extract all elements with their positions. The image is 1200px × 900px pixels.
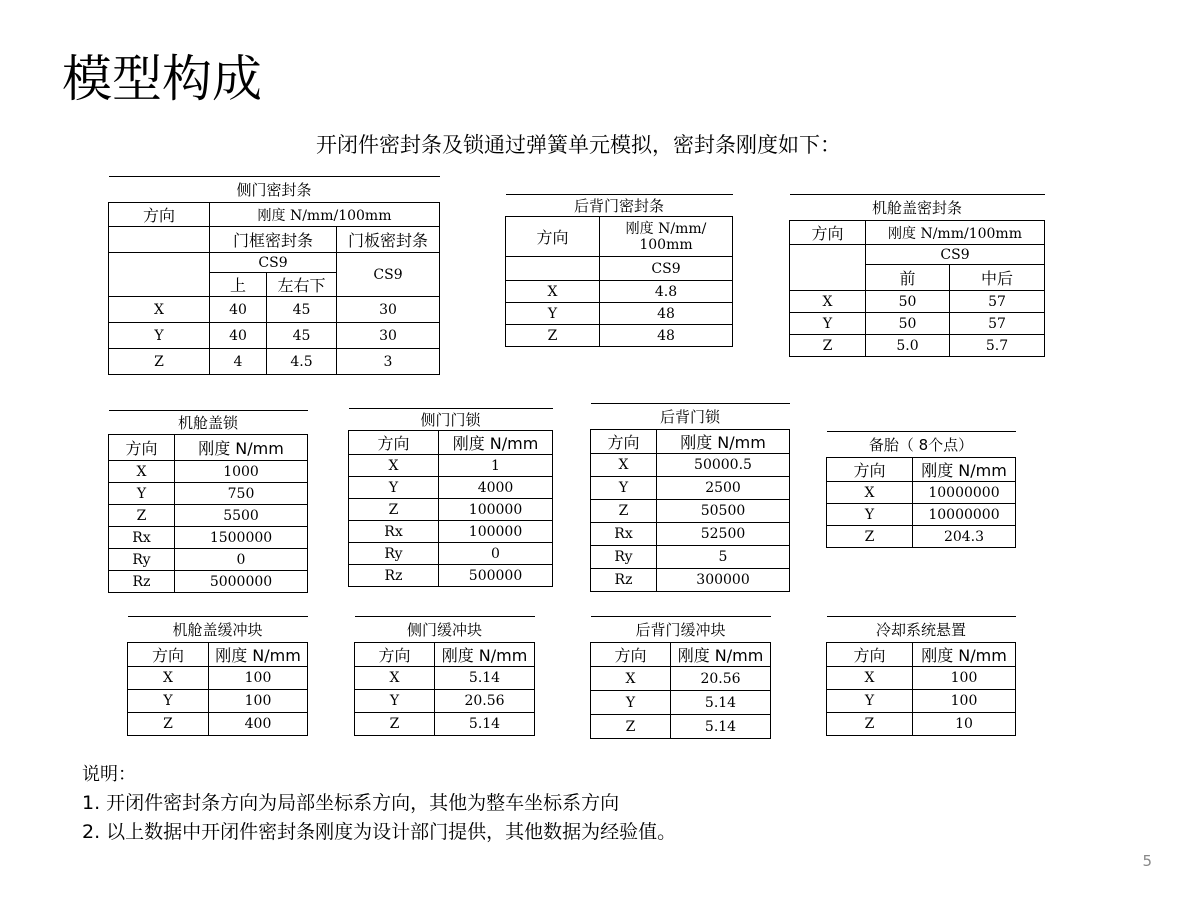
dir-header: 方向 bbox=[591, 643, 671, 667]
stiffness-header: 刚度 N/mm bbox=[435, 643, 535, 667]
table-row bbox=[109, 527, 308, 549]
table-cell: 1 bbox=[439, 455, 553, 477]
table-cell: 5.14 bbox=[671, 691, 771, 715]
table-caption: 机舱盖锁 bbox=[109, 411, 308, 435]
table-cell: 100 bbox=[913, 690, 1016, 713]
table-row bbox=[349, 543, 553, 565]
empty-cell bbox=[109, 227, 210, 253]
notes bbox=[82, 760, 676, 847]
table-cell: 100000 bbox=[439, 521, 553, 543]
table-row bbox=[827, 690, 1016, 713]
table-row bbox=[349, 499, 553, 521]
table-cell: 100 bbox=[209, 690, 308, 713]
table-cell: X bbox=[827, 667, 913, 690]
table-row bbox=[591, 691, 771, 715]
table-cell: 40 bbox=[210, 297, 267, 323]
notes-heading: 说明： bbox=[82, 764, 136, 785]
dir-header: 方向 bbox=[591, 430, 657, 454]
table-caption: 侧门缓冲块 bbox=[355, 617, 535, 643]
sub-header-top: 上 bbox=[210, 273, 267, 297]
stiffness-header: 刚度 N/mm bbox=[209, 643, 308, 667]
table-cell: 45 bbox=[267, 297, 337, 323]
table-row bbox=[827, 667, 1016, 690]
table-row bbox=[790, 313, 1045, 335]
hood-lock-table bbox=[108, 410, 308, 593]
table-cell: 4000 bbox=[439, 477, 553, 499]
table-cell: 100000 bbox=[439, 499, 553, 521]
table-row bbox=[591, 523, 790, 546]
table-row bbox=[349, 477, 553, 499]
table-row bbox=[128, 713, 308, 736]
table-cell: 20.56 bbox=[671, 667, 771, 691]
panel-seal-header: 门板密封条 bbox=[337, 227, 440, 253]
table-cell: 50000.5 bbox=[657, 454, 790, 477]
table-cell: Rz bbox=[591, 569, 657, 592]
dir-header: 方向 bbox=[109, 435, 175, 461]
table-cell: X bbox=[827, 482, 913, 504]
table-row bbox=[827, 482, 1016, 504]
table-cell: 0 bbox=[439, 543, 553, 565]
dir-header: 方向 bbox=[128, 643, 209, 667]
sub-header-lrb: 左右下 bbox=[267, 273, 337, 297]
table-cell: Rz bbox=[109, 571, 175, 593]
table-row bbox=[109, 461, 308, 483]
table-row bbox=[128, 690, 308, 713]
table-cell: Z bbox=[591, 500, 657, 523]
table-cell: Y bbox=[355, 690, 435, 713]
table-cell: 50 bbox=[866, 313, 950, 335]
table-cell: X bbox=[349, 455, 439, 477]
empty-cell bbox=[109, 253, 210, 297]
table-cell: Z bbox=[827, 713, 913, 736]
stiffness-header: 刚度 N/mm bbox=[913, 643, 1016, 667]
empty-cell bbox=[790, 245, 866, 291]
table-cell: 57 bbox=[950, 291, 1045, 313]
table-cell: 48 bbox=[600, 325, 733, 347]
table-cell: Z bbox=[506, 325, 600, 347]
note-item: 1. 开闭件密封条方向为局部坐标系方向，其他为整车坐标系方向 bbox=[82, 792, 620, 814]
table-row bbox=[790, 291, 1045, 313]
table-cell: Z bbox=[790, 335, 866, 357]
table-row bbox=[827, 504, 1016, 526]
table-row bbox=[109, 483, 308, 505]
table-cell: X bbox=[790, 291, 866, 313]
table-cell: Y bbox=[790, 313, 866, 335]
table-cell: Z bbox=[109, 505, 175, 527]
cs9-label: CS9 bbox=[866, 245, 1045, 265]
table-cell: 100 bbox=[913, 667, 1016, 690]
stiffness-header: 刚度 N/mm/100mm bbox=[866, 221, 1045, 245]
table-row bbox=[790, 335, 1045, 357]
table-cell: 3 bbox=[337, 349, 440, 375]
table-row bbox=[591, 569, 790, 592]
table-cell: 10 bbox=[913, 713, 1016, 736]
table-caption: 备胎（ 8个点） bbox=[827, 432, 1016, 458]
table-row bbox=[591, 454, 790, 477]
table-cell: Y bbox=[591, 691, 671, 715]
table-cell: Z bbox=[591, 715, 671, 739]
table-cell: Y bbox=[827, 690, 913, 713]
dir-header: 方向 bbox=[109, 203, 210, 227]
page-title: 模型构成 bbox=[62, 50, 262, 108]
table-cell: Y bbox=[109, 483, 175, 505]
table-row bbox=[591, 477, 790, 500]
stiffness-header: 刚度 N/mm bbox=[671, 643, 771, 667]
table-cell: Y bbox=[827, 504, 913, 526]
table-cell: Y bbox=[591, 477, 657, 500]
stiffness-header: 刚度 N/mm bbox=[439, 431, 553, 455]
table-cell: Y bbox=[109, 323, 210, 349]
table-cell: Ry bbox=[349, 543, 439, 565]
table-cell: 0 bbox=[175, 549, 308, 571]
table-row bbox=[591, 715, 771, 739]
spare-tire-table bbox=[826, 431, 1016, 548]
hood-seal-table bbox=[789, 194, 1045, 357]
table-cell: 20.56 bbox=[435, 690, 535, 713]
frame-seal-header: 门框密封条 bbox=[210, 227, 337, 253]
stiffness-header: 刚度 N/mm bbox=[657, 430, 790, 454]
cs9-label: CS9 bbox=[337, 253, 440, 297]
table-cell: X bbox=[109, 297, 210, 323]
cooling-mount-table bbox=[826, 616, 1016, 736]
table-cell: Y bbox=[349, 477, 439, 499]
table-caption: 后背门锁 bbox=[591, 404, 790, 430]
stiffness-header: 刚度 N/mm bbox=[175, 435, 308, 461]
dir-header: 方向 bbox=[827, 458, 913, 482]
stiffness-header: 刚度 N/mm/ 100mm bbox=[600, 217, 733, 257]
table-cell: 40 bbox=[210, 323, 267, 349]
dir-header: 方向 bbox=[355, 643, 435, 667]
table-caption: 侧门门锁 bbox=[349, 409, 553, 431]
side-door-seal-table bbox=[108, 176, 440, 375]
table-row bbox=[506, 325, 733, 347]
dir-header: 方向 bbox=[506, 217, 600, 257]
rear-door-bumper-table bbox=[590, 616, 771, 739]
table-cell: 750 bbox=[175, 483, 308, 505]
table-cell: 4 bbox=[210, 349, 267, 375]
page-number: 5 bbox=[1142, 852, 1152, 870]
table-cell: Ry bbox=[109, 549, 175, 571]
table-cell: 4.5 bbox=[267, 349, 337, 375]
table-caption: 机舱盖缓冲块 bbox=[128, 617, 308, 643]
table-caption: 后背门缓冲块 bbox=[591, 617, 771, 643]
sub-header-front: 前 bbox=[866, 265, 950, 291]
table-row bbox=[506, 303, 733, 325]
table-caption: 冷却系统悬置 bbox=[827, 617, 1016, 643]
side-door-bumper-table bbox=[354, 616, 535, 736]
dir-header: 方向 bbox=[827, 643, 913, 667]
table-caption: 机舱盖密封条 bbox=[790, 195, 1045, 221]
table-row bbox=[349, 521, 553, 543]
table-cell: Z bbox=[827, 526, 913, 548]
table-cell: X bbox=[355, 667, 435, 690]
sub-header-mid-rear: 中后 bbox=[950, 265, 1045, 291]
table-cell: Y bbox=[506, 303, 600, 325]
table-cell: 5.14 bbox=[435, 667, 535, 690]
note-item: 2. 以上数据中开闭件密封条刚度为设计部门提供，其他数据为经验值。 bbox=[82, 821, 677, 843]
table-row bbox=[591, 500, 790, 523]
table-cell: 52500 bbox=[657, 523, 790, 546]
table-cell: 10000000 bbox=[913, 504, 1016, 526]
table-cell: 45 bbox=[267, 323, 337, 349]
table-cell: 5 bbox=[657, 546, 790, 569]
table-cell: 1500000 bbox=[175, 527, 308, 549]
table-cell: 2500 bbox=[657, 477, 790, 500]
table-row bbox=[355, 667, 535, 690]
table-cell: Z bbox=[109, 349, 210, 375]
table-cell: 10000000 bbox=[913, 482, 1016, 504]
table-cell: 5.0 bbox=[866, 335, 950, 357]
table-row bbox=[109, 505, 308, 527]
cs9-label: CS9 bbox=[600, 257, 733, 281]
table-row bbox=[128, 667, 308, 690]
table-cell: 5000000 bbox=[175, 571, 308, 593]
table-cell: 300000 bbox=[657, 569, 790, 592]
table-cell: Z bbox=[128, 713, 209, 736]
table-cell: Z bbox=[349, 499, 439, 521]
table-row bbox=[109, 571, 308, 593]
empty-cell bbox=[506, 257, 600, 281]
table-row bbox=[349, 455, 553, 477]
table-cell: 5.14 bbox=[671, 715, 771, 739]
table-row bbox=[109, 323, 440, 349]
table-cell: 5.14 bbox=[435, 713, 535, 736]
rear-door-lock-table bbox=[590, 403, 790, 592]
table-cell: X bbox=[109, 461, 175, 483]
table-cell: 4.8 bbox=[600, 281, 733, 303]
table-row bbox=[355, 713, 535, 736]
dir-header: 方向 bbox=[349, 431, 439, 455]
stiffness-header: 刚度 N/mm bbox=[913, 458, 1016, 482]
table-row bbox=[109, 549, 308, 571]
table-row bbox=[506, 281, 733, 303]
table-row bbox=[109, 297, 440, 323]
hood-bumper-table bbox=[127, 616, 308, 736]
dir-header: 方向 bbox=[790, 221, 866, 245]
table-row bbox=[355, 690, 535, 713]
cs9-label: CS9 bbox=[210, 253, 337, 273]
table-row bbox=[827, 713, 1016, 736]
table-cell: 50500 bbox=[657, 500, 790, 523]
table-cell: 100 bbox=[209, 667, 308, 690]
table-cell: 500000 bbox=[439, 565, 553, 587]
table-cell: 5.7 bbox=[950, 335, 1045, 357]
table-cell: 5500 bbox=[175, 505, 308, 527]
table-cell: 30 bbox=[337, 297, 440, 323]
table-cell: Y bbox=[128, 690, 209, 713]
table-cell: 204.3 bbox=[913, 526, 1016, 548]
table-row bbox=[591, 667, 771, 691]
table-cell: X bbox=[506, 281, 600, 303]
table-row bbox=[591, 546, 790, 569]
table-cell: 48 bbox=[600, 303, 733, 325]
table-cell: Z bbox=[355, 713, 435, 736]
table-cell: X bbox=[591, 667, 671, 691]
table-row bbox=[349, 565, 553, 587]
table-cell: Ry bbox=[591, 546, 657, 569]
table-cell: Rx bbox=[109, 527, 175, 549]
table-cell: X bbox=[591, 454, 657, 477]
table-cell: 30 bbox=[337, 323, 440, 349]
stiffness-header: 刚度 N/mm/100mm bbox=[210, 203, 440, 227]
table-row bbox=[827, 526, 1016, 548]
side-door-lock-table bbox=[348, 408, 553, 587]
rear-door-seal-table bbox=[505, 194, 733, 347]
table-cell: 50 bbox=[866, 291, 950, 313]
table-cell: Rx bbox=[591, 523, 657, 546]
table-cell: Rz bbox=[349, 565, 439, 587]
table-cell: X bbox=[128, 667, 209, 690]
table-cell: 1000 bbox=[175, 461, 308, 483]
table-row bbox=[109, 349, 440, 375]
page-subtitle: 开闭件密封条及锁通过弹簧单元模拟，密封条刚度如下： bbox=[316, 133, 841, 157]
table-cell: Rx bbox=[349, 521, 439, 543]
table-cell: 57 bbox=[950, 313, 1045, 335]
table-caption: 后背门密封条 bbox=[506, 195, 733, 217]
table-cell: 400 bbox=[209, 713, 308, 736]
table-caption: 侧门密封条 bbox=[109, 177, 440, 203]
